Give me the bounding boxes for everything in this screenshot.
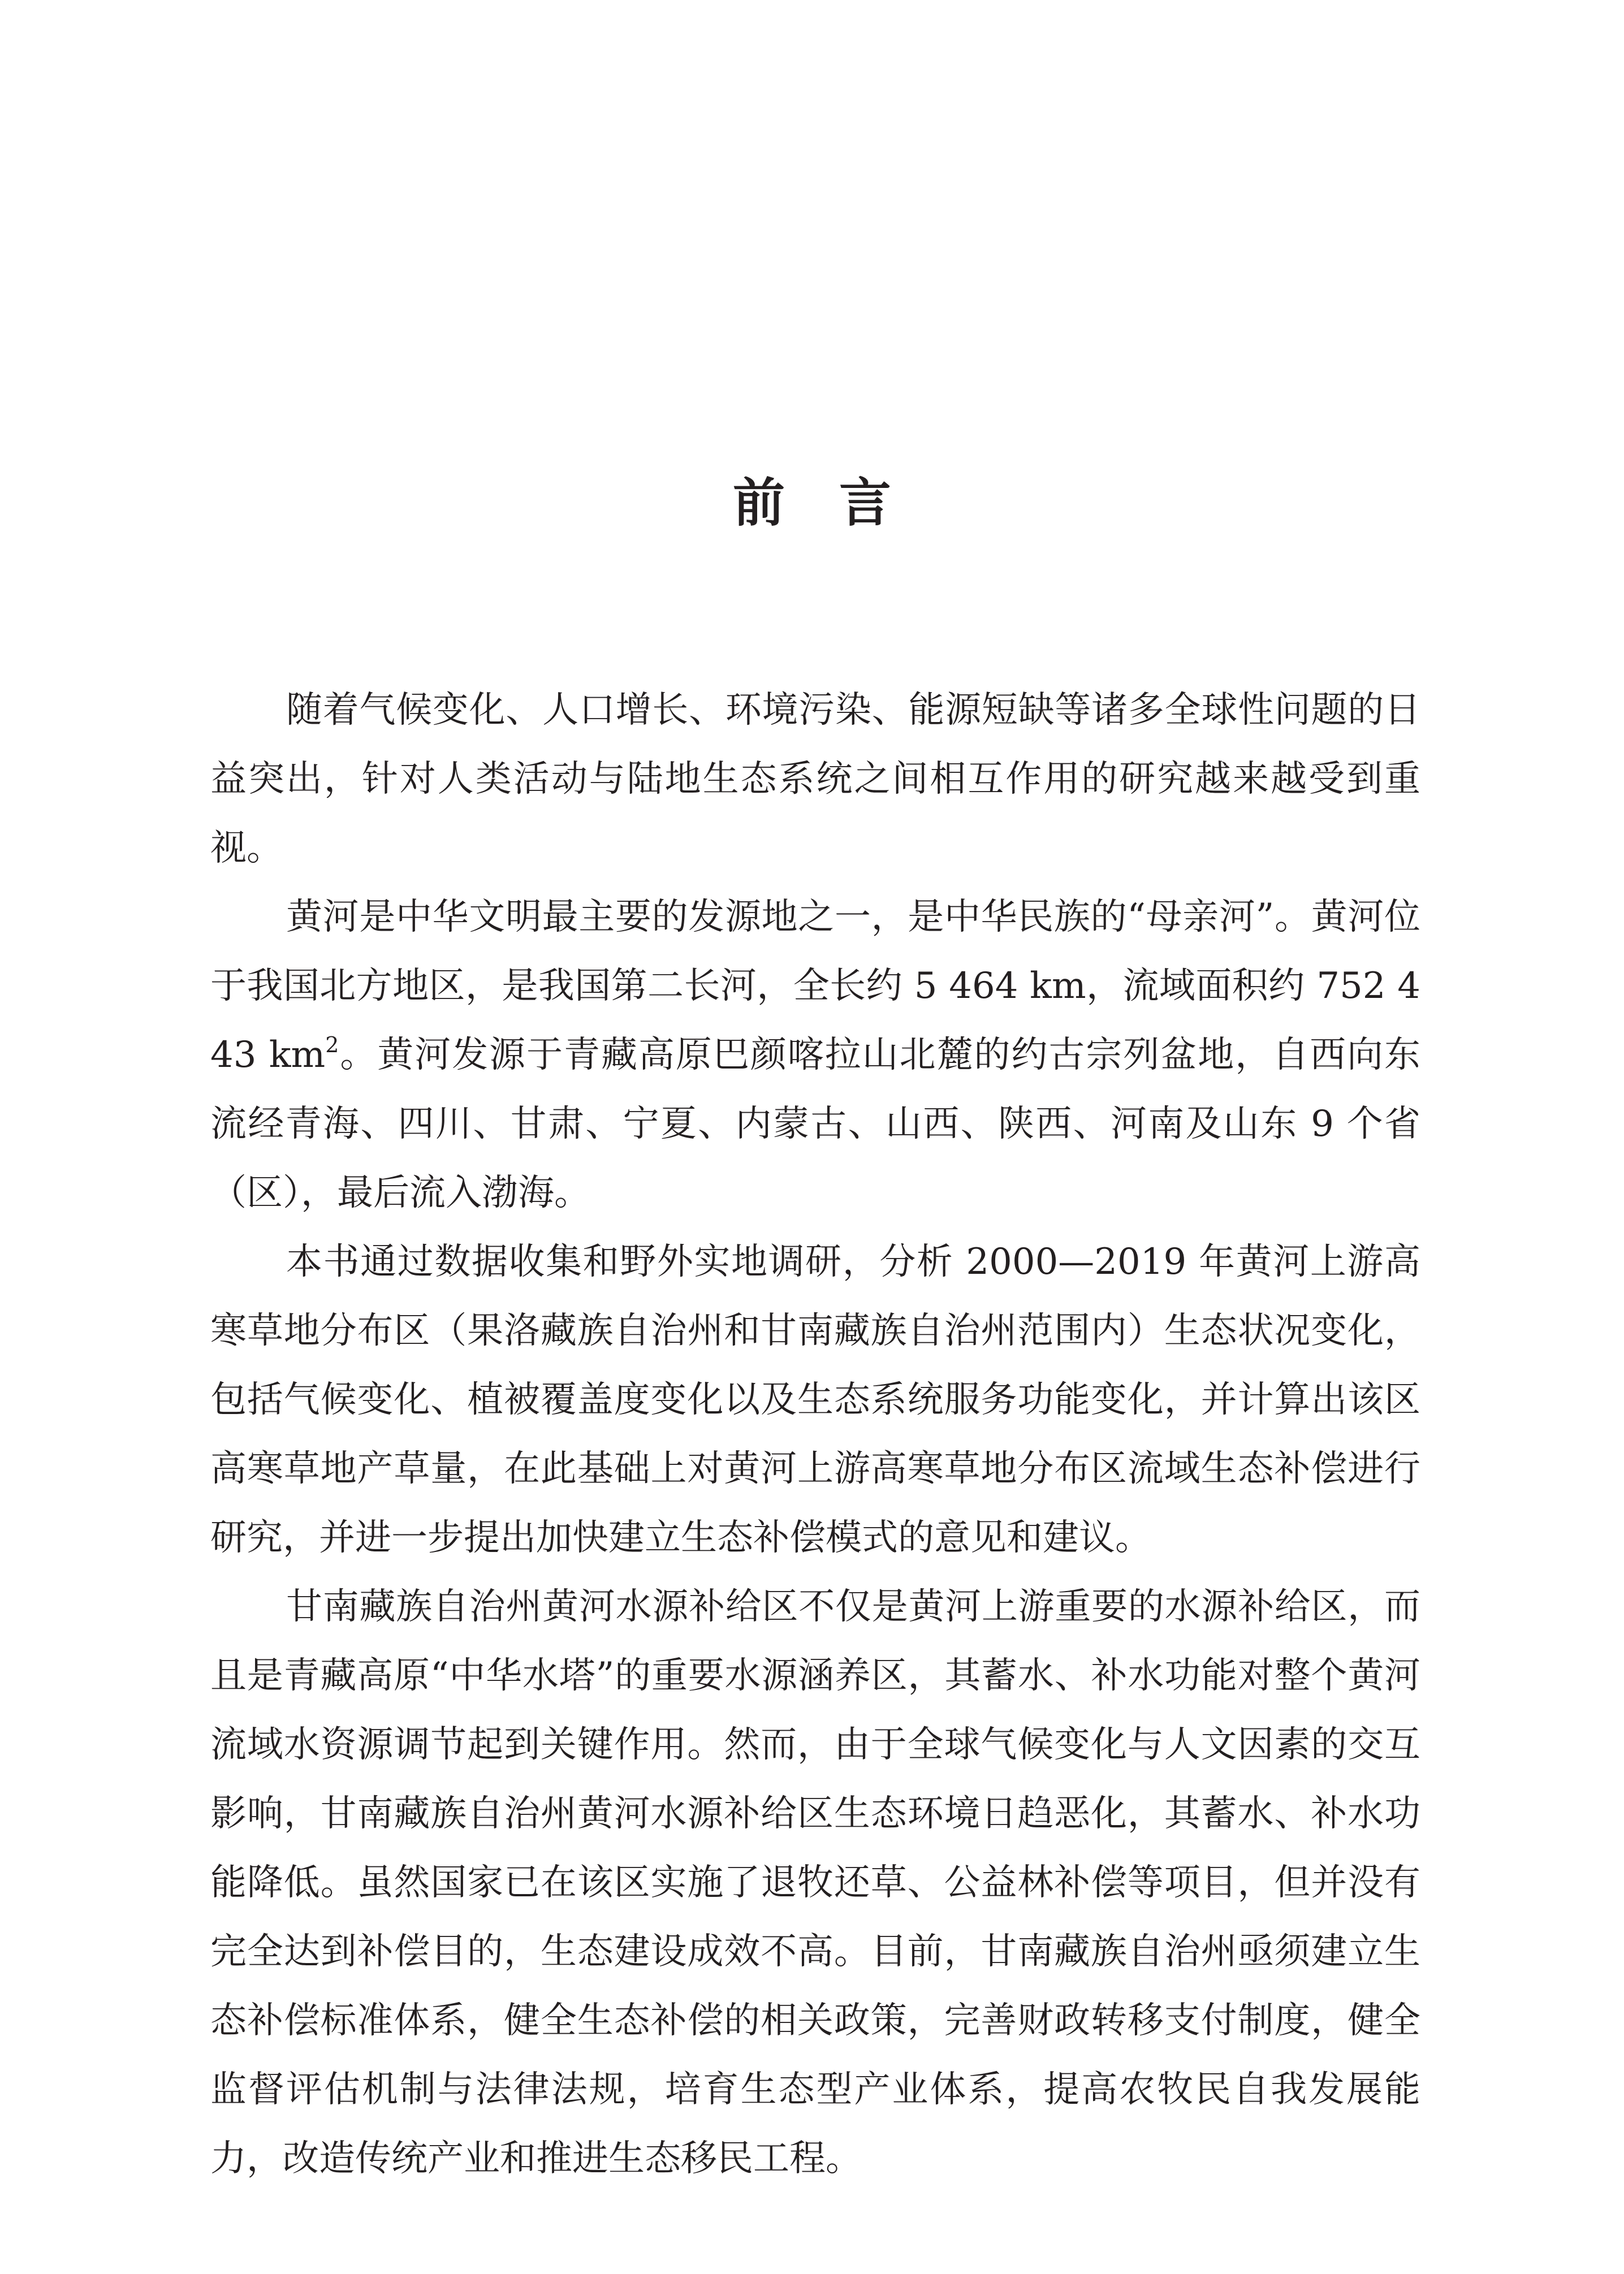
superscript-2: 2 xyxy=(325,1032,339,1057)
title-char-1: 前 xyxy=(732,473,785,533)
paragraph-4: 甘南藏族自治州黄河水源补给区不仅是黄河上游重要的水源补给区，而且是青藏高原“中华水塔”的重要水源涵养区，其蓄水、补水功能对整个黄河流域水资源调节起到关键作用。然而，由于全球气候变化与人文因素的交互影响，甘南藏族自治州黄河水源补给区生态环境日趋恶化，其蓄水、补水功能降低。虽然国家已在该区实施了退牧还草、公益林补偿等项目，但并没有完全达到补偿目的，生态建设成效不高。目前，甘南藏族自治州亟须建立生态补偿标准体系，健全生态补偿的相关政策，完善财政转移支付制度，健全监督评估机制与法律法规，培育生态型产业体系，提高农牧民自我发展能力，改造传统产业和推进生态移民工程。 xyxy=(210,1586,1420,2180)
paragraph-3: 本书通过数据收集和野外实地调研，分析 2000—2019 年黄河上游高寒草地分布区（果洛藏族自治州和甘南藏族自治州范围内）生态状况变化，包括气候变化、植被覆盖度变化以及生态系统服务功能变化，并计算出该区高寒草地产草量，在此基础上对黄河上游高寒草地分布区流域生态补偿进行研究，并进一步提出加快建立生态补偿模式的意见和建议。 xyxy=(210,1241,1420,1559)
paragraph-2-text-b: 。黄河发源于青藏高原巴颜喀拉山北麓的约古宗列盆地，自西向东流经青海、四川、甘肃、宁夏、内蒙古、山西、陕西、河南及山东 9 个省（区），最后流入渤海。 xyxy=(210,1034,1420,1214)
paragraph-2-text-a: 黄河是中华文明最主要的发源地之一，是中华民族的“母亲河”。黄河位于我国北方地区，是我国第二长河，全长约 5 464 km，流域面积约 752 443 km xyxy=(210,896,1420,1076)
paragraph-2 xyxy=(210,883,1420,1227)
preface-body xyxy=(210,676,1420,2193)
paragraph-1: 随着气候变化、人口增长、环境污染、能源短缺等诸多全球性问题的日益突出，针对人类活动与陆地生态系统之间相互作用的研究越来越受到重视。 xyxy=(210,689,1420,869)
page-title xyxy=(0,469,1624,537)
title-char-2: 言 xyxy=(839,473,892,533)
